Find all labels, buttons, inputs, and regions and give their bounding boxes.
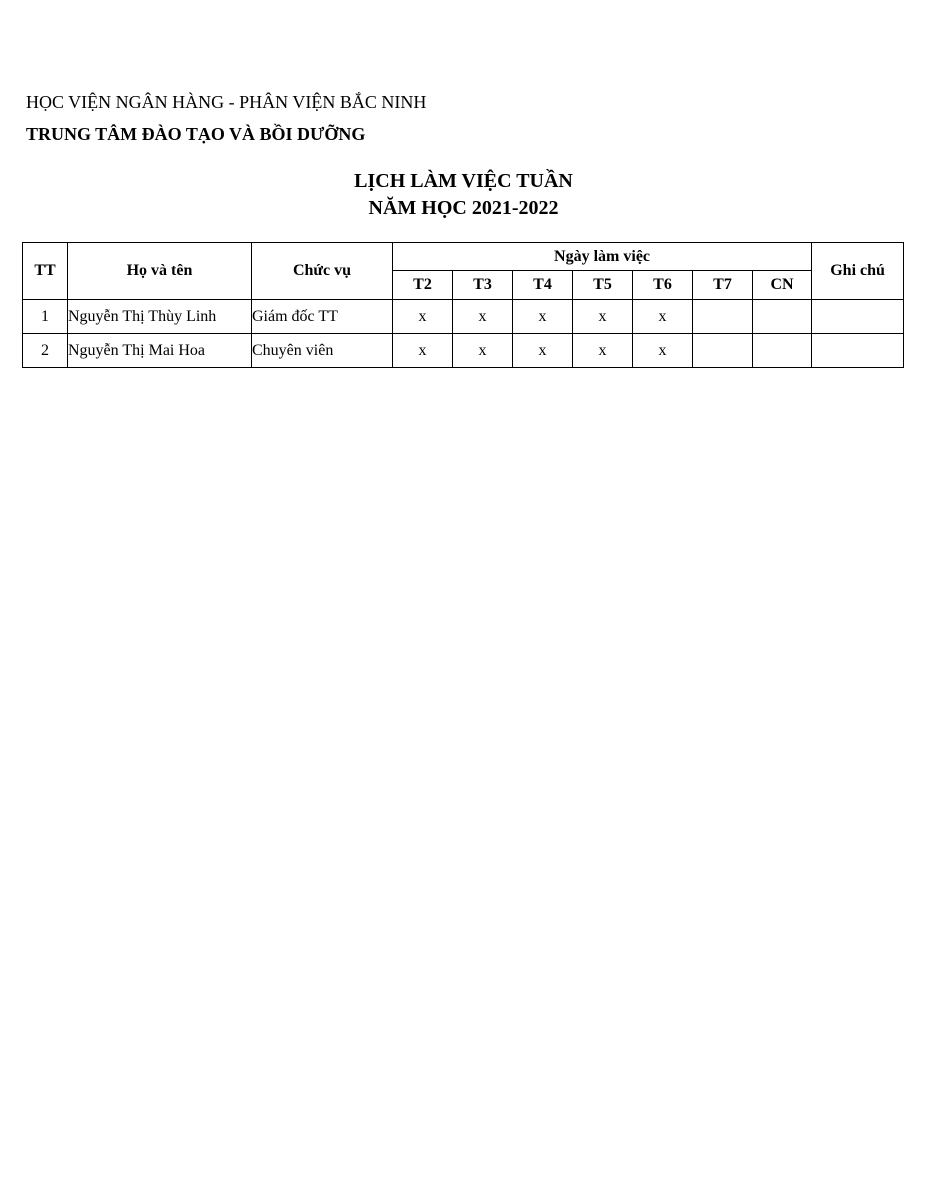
cell-mark-t3: x [453,300,513,334]
cell-position: Chuyên viên [252,334,393,368]
header-workdays: Ngày làm việc [393,243,812,271]
header-day-t5: T5 [573,271,633,300]
cell-tt: 1 [23,300,68,334]
cell-mark-t5: x [573,300,633,334]
header-note: Ghi chú [812,243,904,300]
cell-tt: 2 [23,334,68,368]
document-title [0,168,927,222]
title-line-2: NĂM HỌC 2021-2022 [368,197,559,219]
cell-name: Nguyễn Thị Mai Hoa [68,334,252,368]
work-schedule-table [22,242,904,368]
title-line-1: LỊCH LÀM VIỆC TUẦN [354,170,573,192]
cell-mark-t4: x [513,300,573,334]
cell-mark-t4: x [513,334,573,368]
cell-mark-t6: x [633,300,693,334]
cell-note [812,300,904,334]
header-day-t3: T3 [453,271,513,300]
cell-mark-t2: x [393,334,453,368]
cell-mark-t7 [693,300,753,334]
cell-note [812,334,904,368]
table-row [23,300,904,334]
department-name: TRUNG TÂM ĐÀO TẠO VÀ BỒI DƯỠNG [26,124,366,144]
cell-name: Nguyễn Thị Thùy Linh [68,300,252,334]
header-day-t7: T7 [693,271,753,300]
header-day-cn: CN [753,271,812,300]
table-row [23,334,904,368]
header-name: Họ và tên [68,243,252,300]
header-position: Chức vụ [252,243,393,300]
cell-mark-t7 [693,334,753,368]
header-day-t6: T6 [633,271,693,300]
cell-mark-cn [753,300,812,334]
cell-position: Giám đốc TT [252,300,393,334]
header-day-t4: T4 [513,271,573,300]
header-day-t2: T2 [393,271,453,300]
cell-mark-t5: x [573,334,633,368]
organization-name: HỌC VIỆN NGÂN HÀNG - PHÂN VIỆN BẮC NINH [26,92,427,112]
cell-mark-t6: x [633,334,693,368]
table-header-row [23,243,904,271]
cell-mark-t2: x [393,300,453,334]
header-tt: TT [23,243,68,300]
cell-mark-t3: x [453,334,513,368]
cell-mark-cn [753,334,812,368]
